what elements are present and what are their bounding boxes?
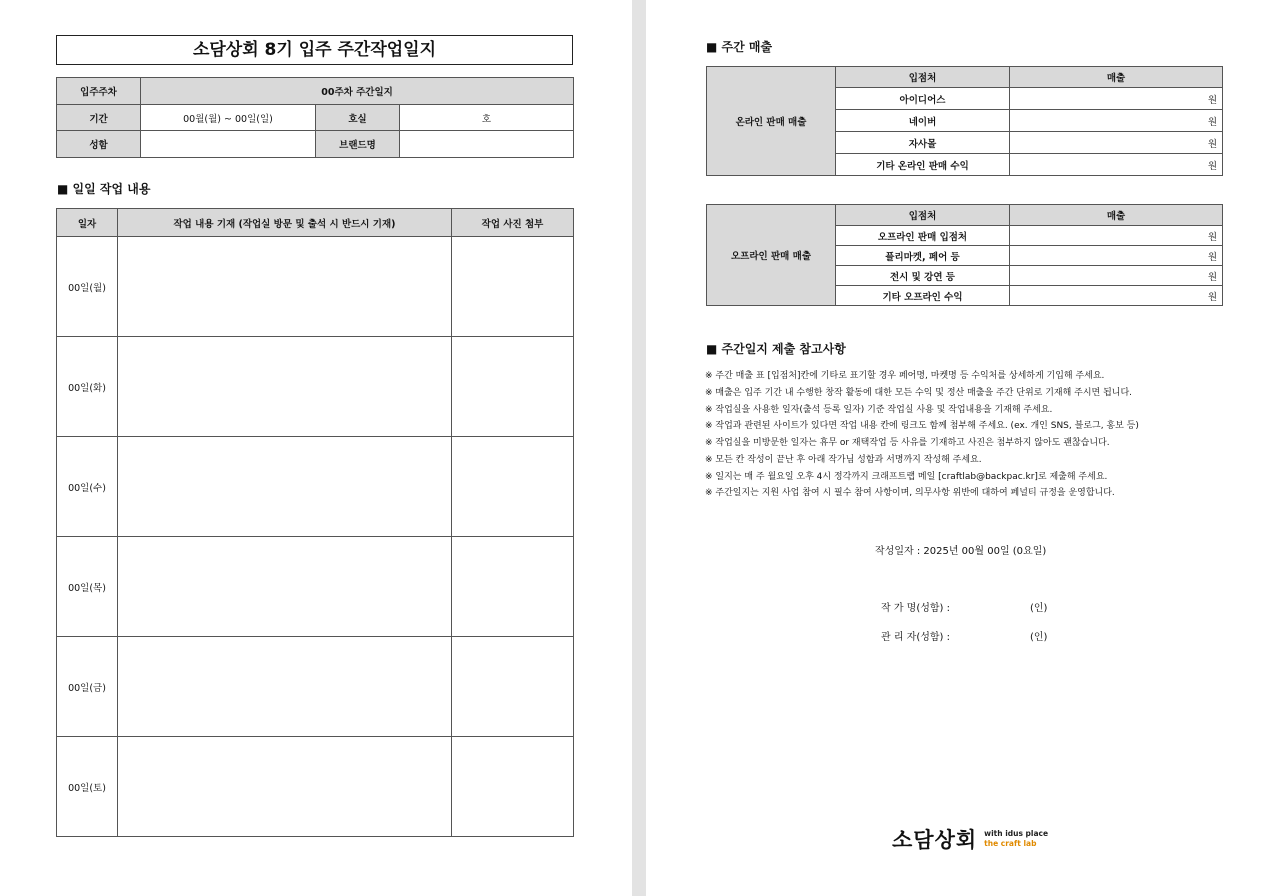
sales-amount[interactable]: 원 [1010,226,1223,246]
logo-line2: the craft lab [984,839,1037,848]
room-value[interactable]: 호 [400,105,574,131]
store-name: 기타 온라인 판매 수익 [836,154,1010,176]
document-title: 소담상회 8기 입주 주간작업일지 [56,35,573,65]
online-sales-table [706,66,1223,176]
offline-sales-category: 오프라인 판매 매출 [707,205,836,306]
day-label: 00일(토) [57,737,118,837]
photo-cell[interactable] [452,237,574,337]
work-content-cell[interactable] [118,337,452,437]
sales-amount[interactable]: 원 [1010,88,1223,110]
work-content-column-header: 작업 내용 기재 (작업실 방문 및 출석 시 반드시 기재) [118,209,452,237]
sales-amount[interactable]: 원 [1010,154,1223,176]
daily-work-table [56,208,574,837]
offline-sales-table [706,204,1223,306]
brand-label: 브랜드명 [316,131,400,158]
note-item: ※ 작업실을 사용한 일자(출석 등록 일자) 기준 작업실 사용 및 작업내용을 기재해 주세요. [705,404,1053,415]
photo-cell[interactable] [452,437,574,537]
store-column-header: 입점처 [836,205,1010,226]
sales-amount[interactable]: 원 [1010,286,1223,306]
sales-column-header: 매출 [1010,205,1223,226]
photo-cell[interactable] [452,337,574,437]
store-name: 전시 및 강연 등 [836,266,1010,286]
work-content-cell[interactable] [118,637,452,737]
sales-amount[interactable]: 원 [1010,132,1223,154]
week-label: 입주주차 [57,78,141,105]
manager-seal[interactable]: (인) [1030,632,1048,643]
photo-column-header: 작업 사진 첨부 [452,209,574,237]
weekly-sales-heading: ■ 주간 매출 [706,40,773,54]
note-item: ※ 일지는 매 주 월요일 오후 4시 정각까지 크래프트랩 메일 [craftlab@backpac.kr]로 제출해 주세요. [705,471,1108,482]
store-name: 아이디어스 [836,88,1010,110]
date-column-header: 일자 [57,209,118,237]
store-name: 네이버 [836,110,1010,132]
note-item: ※ 작업과 관련된 사이트가 있다면 작업 내용 칸에 링크도 함께 첨부해 주세요. (ex. 개인 SNS, 블로그, 홍보 등) [705,421,1139,432]
day-label: 00일(수) [57,437,118,537]
note-item: ※ 주간일지는 지원 사업 참여 시 필수 참여 사항이며, 의무사항 위반에 대하여 페널티 규정을 운영합니다. [705,488,1115,499]
period-value[interactable]: 00월(월) ~ 00일(일) [141,105,316,131]
name-label: 성함 [57,131,141,158]
work-content-cell[interactable] [118,237,452,337]
note-item: ※ 모든 칸 작성이 끝난 후 아래 작가님 성함과 서명까지 작성해 주세요. [705,454,982,465]
week-value: 00주차 주간일지 [141,78,574,105]
right-page [646,0,1280,896]
submission-notes-heading: ■ 주간일지 제출 참고사항 [706,342,846,356]
work-content-cell[interactable] [118,437,452,537]
note-item: ※ 주간 매출 표 [입점처]칸에 기타로 표기할 경우 페어명, 마켓명 등 수익처를 상세하게 기입해 주세요. [705,371,1105,381]
day-label: 00일(월) [57,237,118,337]
artist-seal[interactable]: (인) [1030,603,1048,614]
work-content-cell[interactable] [118,737,452,837]
online-sales-category: 온라인 판매 매출 [707,67,836,176]
day-label: 00일(목) [57,537,118,637]
submission-notes [705,368,1139,502]
note-item: ※ 매출은 입주 기간 내 수행한 창작 활동에 대한 모든 수익 및 정산 매출을 주간 단위로 기재해 주시면 됩니다. [705,387,1133,398]
logo-korean-text: 소담상회 [892,828,978,852]
store-name: 기타 오프라인 수익 [836,286,1010,306]
day-label: 00일(금) [57,637,118,737]
room-label: 호실 [316,105,400,131]
sales-amount[interactable]: 원 [1010,266,1223,286]
work-content-cell[interactable] [118,537,452,637]
note-item: ※ 작업실을 미방문한 일자는 휴무 or 재택작업 등 사유를 기재하고 사진은 첨부하지 않아도 괜찮습니다. [705,438,1110,448]
store-name: 오프라인 판매 입점처 [836,226,1010,246]
photo-cell[interactable] [452,637,574,737]
store-name: 자사몰 [836,132,1010,154]
manager-name-label: 관 리 자(성함) : [881,632,951,643]
daily-work-heading: ■ 일일 작업 내용 [57,182,151,196]
name-value[interactable] [141,131,316,158]
left-page [0,0,632,896]
artist-name-label: 작 가 명(성함) : [881,603,951,614]
sales-column-header: 매출 [1010,67,1223,88]
store-column-header: 입점처 [836,67,1010,88]
brand-value[interactable] [400,131,574,158]
photo-cell[interactable] [452,537,574,637]
store-name: 플리마켓, 페어 등 [836,246,1010,266]
written-date: 작성일자 : 2025년 00월 00일 (0요일) [875,546,1047,557]
info-table [56,77,574,158]
day-label: 00일(화) [57,337,118,437]
period-label: 기간 [57,105,141,131]
logo-line1: with idus place [984,829,1049,838]
sales-amount[interactable]: 원 [1010,110,1223,132]
photo-cell[interactable] [452,737,574,837]
sodam-logo [892,824,1048,854]
sales-amount[interactable]: 원 [1010,246,1223,266]
